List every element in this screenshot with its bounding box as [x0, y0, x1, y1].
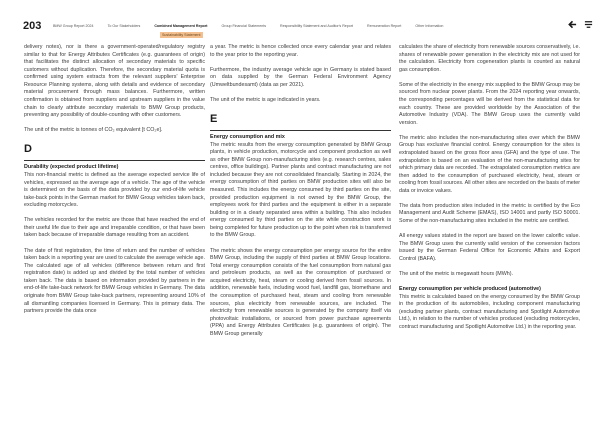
- nav-remuneration-report[interactable]: Remuneration Report: [367, 24, 402, 28]
- nav-report[interactable]: BMW Group Report 2024: [53, 24, 94, 28]
- column-middle: [210, 44, 391, 346]
- paragraph: The date of first registration, the time of return and the number of vehicles taken back in a reporting year are used to calculate the average vehicle age. The calculated age of all vehicles (difference between return and first registration date) is added up and divided by the total number of vehicles taken back. The data is based on information provided by partners in the end-of-life take-back network for BMW Group vehicles in Germany. The data originate from BMW Group take-back partners, representing around 10% of all dismantling companies licensed in Germany. This is primary data. The partners provide the data once: [24, 247, 205, 315]
- column-right: [399, 44, 580, 339]
- paragraph: The data from production sites included in the metric is certified by the Eco Management and Audit Scheme (EMAS), ISO 14001 and partly ISO 50001. Some of the non-manufacturing sites included in the metric are certified.: [399, 202, 580, 225]
- paragraph: The unit of the metric is age indicated in years.: [210, 96, 321, 103]
- paragraph: The vehicles recorded for the metric are those that have reached the end of their useful life due to their age and irreparable condition, or that have been taken back because of irreparable damage resulting from an accident.: [24, 217, 205, 239]
- paragraph: The metric also includes the non-manufacturing sites over which the BMW Group has exclusive financial control. Energy consumption for the sites is extrapolated based on the gross floor area (GFA) and the type of use. The extrapolation is based on an evaluation of the non-manufacturing sites for which primary data are recorded. The extrapolated consumption metrics are then added to the consumption of purchased electricity, heat, steam or cooling from fossil sources. All other sites are recorded on the basis of meter data or invoice values.: [399, 134, 580, 194]
- page-header: [0, 0, 600, 40]
- section-heading-e: E: [210, 112, 391, 131]
- paragraph: Some of the electricity in the energy mix supplied to the BMW Group may be sourced from nuclear power plants. From the 2024 reporting year onwards, the corresponding percentages will be derived from the statistical data for each country. These are provided worldwide by the Association of the Automotive Industry (VDA). The BMW Group uses the currently valid version.: [399, 81, 580, 126]
- header-icons: [568, 20, 600, 29]
- paragraph: calculates the share of electricity from renewable sources conservatively, i.e. shares of renewable power generation in the electricity mix are not used for the calculation. Electricity from cogeneration plants is counted as natural gas consumption.: [399, 44, 580, 73]
- paragraph: a year. The metric is hence collected once every calendar year and relates to the year prior to the reporting year.: [210, 44, 391, 58]
- menu-icon[interactable]: [584, 20, 593, 29]
- top-navigation: [53, 24, 457, 28]
- page-number: 203: [23, 20, 42, 32]
- subheading-energy-per-vehicle: Energy consumption per vehicle produced (automotive): [399, 286, 541, 293]
- nav-sustainability-statement[interactable]: Sustainability Statement: [162, 33, 201, 37]
- nav-financial-statements[interactable]: Group Financial Statements: [221, 24, 266, 28]
- back-arrow-icon[interactable]: [568, 20, 577, 29]
- column-left: [24, 44, 205, 323]
- paragraph: The metric shows the energy consumption per energy source for the entire BMW Group, including the supply of third parties at BMW Group locations. Total energy consumption consists of the fuel consumption from natural gas and petroleum products, as well as the consumption of purchased or acquired electricity, heat, steam or cooling derived from fossil sources. In addition, renewable fuels, including wood fuel, landfill gas, biomethane and the consumption of purchased heat, steam and cooling from renewable sources, plus electricity from renewable sources, are included. The electricity from renewable sources is generated by the company itself via photovoltaic installations, or sourced from power purchase agreements (PPA) and Energy Attributes Certificates (e.g. guarantees of origin). The BMW Group generally: [210, 247, 391, 337]
- nav-stakeholders[interactable]: To Our Stakeholders: [107, 24, 141, 28]
- nav-responsibility-statement[interactable]: Responsibility Statement and Auditor's Report: [280, 24, 353, 28]
- paragraph: The unit of the metric is tonnes of CO₂ equivalent [t CO₂e].: [24, 127, 163, 134]
- nav-other-information[interactable]: Other Information: [415, 24, 444, 28]
- paragraph: delivery notes), nor is there a government-operated/regulatory registry similar to that for Energy Attributes Certificates (e.g. guarantees of origin) that facilitates the distinct allocation of secondary materials to specific customers without duplication. Therefore, the secondary material quota is confirmed using system extracts from the relevant suppliers' Enterprise Resource Planning systems, along with details and evidence of secondary material procurement through mass balances. Furthermore, written confirmation is obtained from suppliers and upstream suppliers in the value chain to clearly attribute secondary materials to BMW Group products, preventing any possibility of double-counting with other customers.: [24, 44, 205, 119]
- paragraph: The unit of the metric is megawatt hours (MWh).: [399, 270, 514, 277]
- paragraph: This non-financial metric is defined as the average expected service life of vehicles, expressed as the average age of a vehicle. The age of the vehicle is determined on the basis of the data provided by our end-of-life vehicle take-back points in the German market for BMW Group vehicles taken back, excluding motorcycles.: [24, 171, 205, 209]
- paragraph: Furthermore, the industry average vehicle age in Germany is stated based on data supplied by the German Federal Environment Agency (Umweltbundesamt) (data as per 2021).: [210, 66, 391, 88]
- nav-management-report[interactable]: Combined Management Report: [154, 24, 208, 28]
- section-heading-d: D: [24, 142, 205, 161]
- paragraph: The metric results from the energy consumption generated by BMW Group plants, in vehicle production, motorcycle and component production as well as other BMW Group non-manufacturing sites (e.g. research centres, sales centres, office buildings). Partner plants and contract manufacturing are not included because they are not consolidated financially. Starting in 2024, the energy consumption of third parties on BMW production sites will also be measured. This includes the energy consumed by third parties on the site, provided production equipment is not owned by the BMW Group, the employees work for third parties and the equipment is either in a separate building or in a clearly separated area within a building. This also includes energy consumed by third parties on the site while construction work is being completed for future production up to the point when risk is transferred to the BMW Group.: [210, 141, 391, 239]
- paragraph: This metric is calculated based on the energy consumed by the BMW Group in the production of its automobiles, including component manufacturing (excluding partner plants, contract manufacturing and Spotlight Automotive Ltd.), in relation to the number of vehicles produced (excluding motorcycles, contract manufacturing and Spotlight Automotive Ltd.) in the reporting year.: [399, 293, 580, 330]
- subheading-durability: Durability (expected product lifetime): [24, 164, 119, 171]
- subheading-energy-consumption: Energy consumption and mix: [210, 133, 285, 140]
- paragraph: All energy values stated in the report are based on the lower calorific value. The BMW Group uses the currently valid version of the conversion factors issued by the German Federal Office for Economic Affairs and Export Control (BAFA).: [399, 233, 580, 262]
